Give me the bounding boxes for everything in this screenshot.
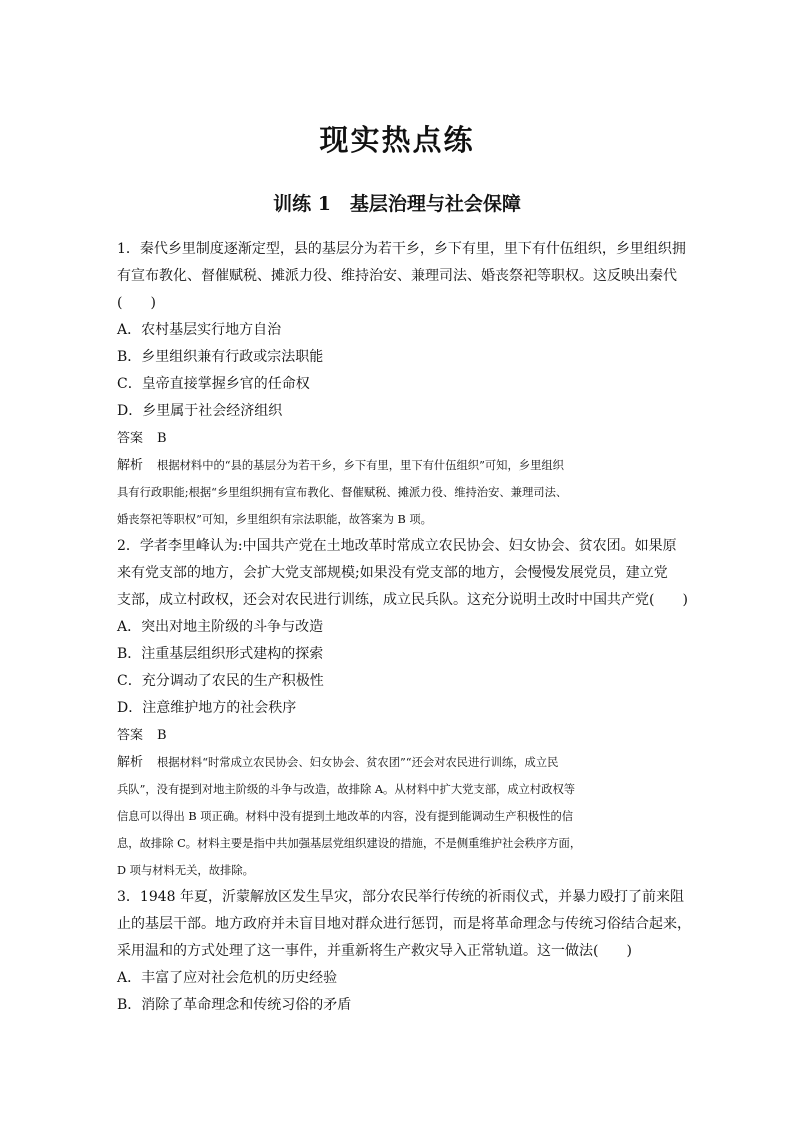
option-c: C．皇帝直接掌握乡官的任命权 <box>117 376 310 392</box>
explanation-text: 根据材料“时常成立农民协会、妇女协会、贫农团”“还会对农民进行训练，成立民 <box>157 756 559 769</box>
option-a: A．丰富了应对社会危机的历史经验 <box>117 970 338 986</box>
answer-line <box>117 722 679 749</box>
question-stem-line: 止的基层干部。地方政府并未盲目地对群众进行惩罚，而是将革命理念与传统习俗结合起来， <box>117 916 691 932</box>
option-b: B．乡里组织兼有行政或宗法职能 <box>117 349 324 365</box>
option-b: B．消除了革命理念和传统习俗的矛盾 <box>117 997 352 1013</box>
explanation-line: 具有行政职能;根据“乡里组织拥有宣布教化、督催赋税、摊派力役、维持治安、兼理司法、 <box>117 486 568 499</box>
answer-label: 答案 <box>117 728 144 743</box>
option-c: C．充分调动了农民的生产积极性 <box>117 673 324 689</box>
question-stem-line: 有宣布教化、督催赋税、摊派力役、维持治安、兼理司法、婚丧祭祀等职权。这反映出秦代 <box>117 268 677 284</box>
question-stem-line: 3．1948 年夏，沂蒙解放区发生旱灾，部分农民举行传统的祈雨仪式，并暴力殴打了前来阻 <box>117 889 684 905</box>
question-2 <box>117 533 688 884</box>
answer-label: 答案 <box>117 431 144 446</box>
explanation-line: D 项与材料无关，故排除。 <box>117 864 254 877</box>
explanation-line: 息，故排除 C。材料主要是指中共加强基层党组织建设的措施，不是侧重维护社会秩序方面， <box>117 837 582 850</box>
question-stem-line: 支部，成立村政权，还会对农民进行训练，成立民兵队。这充分说明土改时中国共产党( ) <box>117 592 688 608</box>
option-b: B．注重基层组织形式建构的探索 <box>117 646 324 662</box>
explanation-line <box>117 452 679 479</box>
explanation-label: 解析 <box>117 755 144 770</box>
option-d: D．乡里属于社会经济组织 <box>117 403 283 419</box>
option-a: A．突出对地主阶级的斗争与改造 <box>117 619 324 635</box>
option-a: A．农村基层实行地方自治 <box>117 322 282 338</box>
explanation-line: 兵队”，没有提到对地主阶级的斗争与改造，故排除 A。从材料中扩大党支部，成立村政权等 <box>117 783 576 796</box>
question-stem-line: 2．学者李里峰认为:中国共产党在土地改革时常成立农民协会、妇女协会、贫农团。如果原 <box>117 538 677 554</box>
answer-value: B <box>157 431 167 446</box>
question-3 <box>117 884 691 1019</box>
question-stem-line: 来有党支部的地方，会扩大党支部规模;如果没有党支部的地方，会慢慢发展党员，建立党 <box>117 565 668 581</box>
explanation-line: 信息可以得出 B 项正确。材料中没有提到土地改革的内容，没有提到能调动生产积极性的信 <box>117 810 574 823</box>
question-stem-line: ( ) <box>117 295 156 311</box>
explanation-text: 根据材料中的“县的基层分为若干乡，乡下有里，里下有什伍组织”可知，乡里组织 <box>157 459 564 472</box>
question-1 <box>117 236 686 533</box>
page-title: 现实热点练 <box>319 123 475 157</box>
explanation-line <box>117 749 679 776</box>
explanation-line: 婚丧祭祀等职权”可知，乡里组织有宗法职能，故答案为 B 项。 <box>117 513 432 526</box>
answer-value: B <box>157 728 167 743</box>
question-stem-line: 1．秦代乡里制度逐渐定型，县的基层分为若干乡，乡下有里，里下有什伍组织，乡里组织拥 <box>117 241 686 257</box>
answer-line <box>117 425 679 452</box>
question-stem-line: 采用温和的方式处理了这一事件，并重新将生产救灾导入正常轨道。这一做法( ) <box>117 943 632 959</box>
question-list <box>117 236 691 1019</box>
section-subtitle: 训练 1 基层治理与社会保障 <box>273 193 521 215</box>
option-d: D．注意维护地方的社会秩序 <box>117 700 297 716</box>
explanation-label: 解析 <box>117 458 144 473</box>
